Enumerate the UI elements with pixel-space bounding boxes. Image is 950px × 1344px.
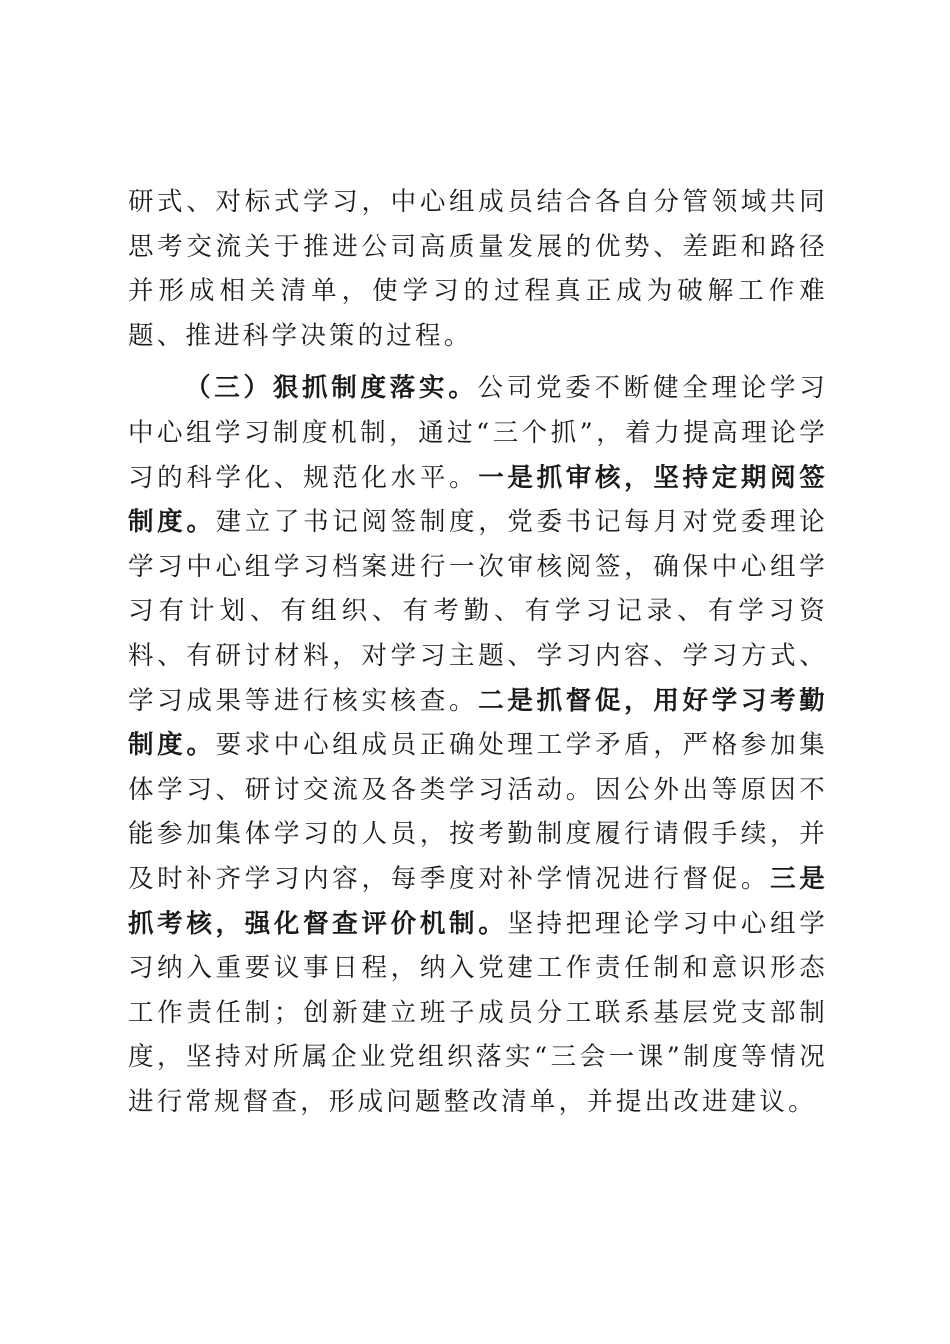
document-page — [128, 180, 828, 1124]
point-1-body: 建立了书记阅签制度，党委书记每月对党委理论学习中心组学习档案进行一次审核阅签，确保中心组学习有计划、有组织、有考勤、有学习记录、有学习资料、有研讨材料，对学习主题、学习内容、学习方式、学习成果等进行核实核查。 — [128, 507, 828, 716]
point-3-title: 三是抓考核，强化督查评价机制。 — [128, 863, 828, 939]
paragraph-system-implementation — [128, 366, 828, 1124]
point-2-body: 要求中心组成员正确处理工学矛盾，严格参加集体学习、研讨交流及各类学习活动。因公外出等原因不能参加集体学习的人员，按考勤制度履行请假手续，并及时补齐学习内容，每季度对补学情况进行督促。 — [128, 730, 828, 894]
point-3-body: 坚持把理论学习中心组学习纳入重要议事日程，纳入党建工作责任制和意识形态工作责任制；创新建立班子成员分工联系基层党支部制度，坚持对所属企业党组织落实“三会一课”制度等情况进行常规督查，形成问题整改清单，并提出改进建议。 — [128, 908, 829, 1117]
paragraph-continuation: 研式、对标式学习，中心组成员结合各自分管领域共同思考交流关于推进公司高质量发展的优势、差距和路径并形成相关清单，使学习的过程真正成为破解工作难题、推进科学决策的过程。 — [128, 187, 828, 351]
point-1-title: 一是抓审核，坚持定期阅签制度。 — [128, 462, 829, 538]
section-heading: （三）狠抓制度落实。 — [185, 373, 478, 404]
point-2-title: 二是抓督促，用好学习考勤制度。 — [128, 685, 829, 761]
paragraph-intro: 公司党委不断健全理论学习中心组学习制度机制，通过“三个抓”，着力提高理论学习的科学化、规范化水平。 — [128, 373, 828, 493]
